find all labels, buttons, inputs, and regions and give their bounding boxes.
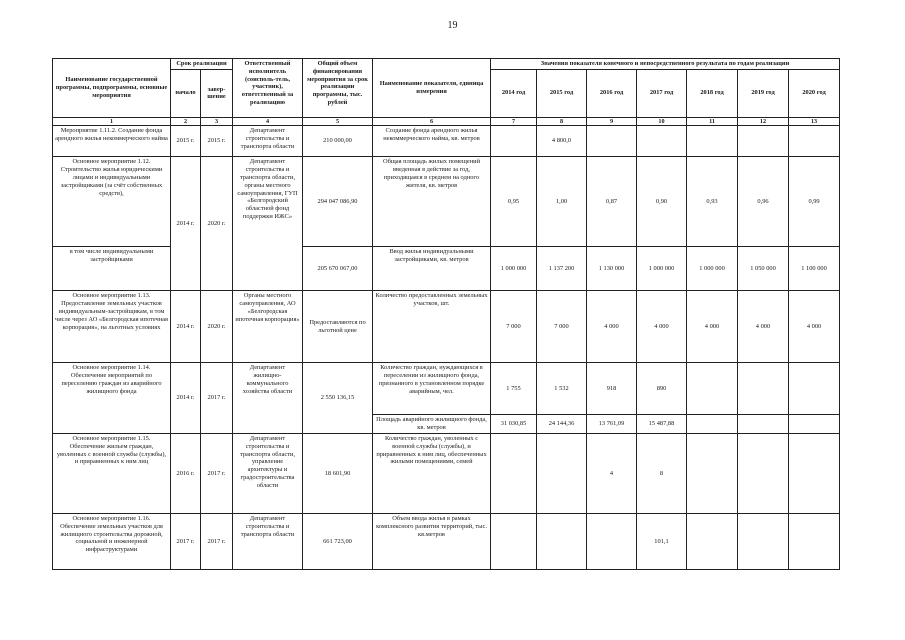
col-number: 4 [233, 117, 303, 126]
program-table [52, 58, 840, 570]
table-row [53, 126, 840, 157]
col-number: 11 [687, 117, 738, 126]
indicator-cell: Ввод жилья индивидуальными застройщиками, кв. метров [373, 247, 491, 291]
program-cell: Мероприятие 1.11.2. Создание фонда арендного жилья некоммерческого найма [53, 126, 171, 157]
value-cell [687, 363, 738, 415]
value-cell: 918 [587, 363, 637, 415]
value-cell: 7 000 [491, 291, 537, 363]
value-cell [789, 514, 840, 570]
indicator-cell: Общая площадь жилых помещений введенная в действие за год, приходящаяся в среднем на одного жителя, кв. метров [373, 157, 491, 247]
value-cell: 1 000 000 [637, 247, 687, 291]
header-end: завер-шение [201, 69, 233, 117]
header-period: Срок реализации [171, 59, 233, 70]
indicator-cell: Количество граждан, уволенных с военной службы (службы), и приравненных к ним лиц, обеспеченных жилыми помещениями, семей [373, 434, 491, 514]
value-cell: 7 000 [537, 291, 587, 363]
value-cell: 0,87 [587, 157, 637, 247]
program-cell: Основное мероприятие 1.13. Предоставление земельных участков индивидуальным-застройщикам, в том числе через АО «Белгородская ипотечная корпорация», на льготных условиях [53, 291, 171, 363]
value-cell: 1 100 000 [789, 247, 840, 291]
end-cell: 2017 г. [201, 514, 233, 570]
value-cell [738, 434, 789, 514]
start-cell: 2014 г. [171, 363, 201, 434]
value-cell: 1 050 000 [738, 247, 789, 291]
header-responsible: Ответственный исполнитель (соисполь-тель, участник), ответственный за реализацию [233, 59, 303, 118]
value-cell [637, 126, 687, 157]
header-year-2019: 2019 год [738, 69, 789, 117]
value-cell [687, 126, 738, 157]
funding-cell: 205 670 067,00 [303, 247, 373, 291]
funding-cell: 210 000,00 [303, 126, 373, 157]
value-cell: 1 532 [537, 363, 587, 415]
value-cell [491, 514, 537, 570]
responsible-cell: Департамент строительства и транспорта области, управление архитектуры и градостроительства области [233, 434, 303, 514]
value-cell [738, 415, 789, 434]
col-number: 6 [373, 117, 491, 126]
program-cell: Основное мероприятие 1.12. Строительство жилья юридическими лицами и индивидуальными застройщиками (за счёт собственных средств), [53, 157, 171, 247]
value-cell [687, 514, 738, 570]
col-number: 5 [303, 117, 373, 126]
value-cell [491, 126, 537, 157]
value-cell: 0,93 [687, 157, 738, 247]
indicator-cell: Объем ввода жилья в рамках комплексного развития территорий, тыс. кв.метров [373, 514, 491, 570]
col-number: 12 [738, 117, 789, 126]
start-cell: 2014 г. [171, 291, 201, 363]
col-number: 2 [171, 117, 201, 126]
header-program: Наименование государственной программы, подпрограммы, основные мероприятия [53, 59, 171, 118]
end-cell: 2017 г. [201, 434, 233, 514]
value-cell [738, 514, 789, 570]
col-number: 9 [587, 117, 637, 126]
value-cell [537, 514, 587, 570]
program-cell: Основное мероприятие 1.14. Обеспечение мероприятий по переселению граждан из аварийного жилищного фонда [53, 363, 171, 434]
table-row [53, 157, 840, 247]
start-cell: 2015 г. [171, 126, 201, 157]
value-cell: 890 [637, 363, 687, 415]
value-cell: 4 800,0 [537, 126, 587, 157]
value-cell: 4 000 [587, 291, 637, 363]
value-cell: 1 137 200 [537, 247, 587, 291]
header-funding: Общий объем финансирования мероприятия за срок реализации программы, тыс. рублей [303, 59, 373, 118]
col-number: 8 [537, 117, 587, 126]
value-cell: 4 000 [738, 291, 789, 363]
value-cell: 31 030,85 [491, 415, 537, 434]
value-cell: 4 000 [637, 291, 687, 363]
value-cell: 1 130 000 [587, 247, 637, 291]
value-cell: 4 [587, 434, 637, 514]
table-row [53, 514, 840, 570]
value-cell: 101,1 [637, 514, 687, 570]
header-indicator: Наименование показателя, единица измерения [373, 59, 491, 118]
value-cell: 0,95 [491, 157, 537, 247]
responsible-cell: Органы местного самоуправления, АО «Белгородская ипотечная корпорация» [233, 291, 303, 363]
page-number: 19 [447, 20, 458, 31]
end-cell: 2015 г. [201, 126, 233, 157]
col-number: 3 [201, 117, 233, 126]
header-year-2017: 2017 год [637, 69, 687, 117]
value-cell: 8 [637, 434, 687, 514]
value-cell [789, 363, 840, 415]
header-year-2018: 2018 год [687, 69, 738, 117]
value-cell [738, 126, 789, 157]
header-year-2014: 2014 год [491, 69, 537, 117]
value-cell: 4 000 [789, 291, 840, 363]
start-cell: 2014 г. [171, 157, 201, 291]
value-cell [491, 434, 537, 514]
start-cell: 2016 г. [171, 434, 201, 514]
value-cell [789, 415, 840, 434]
value-cell [789, 126, 840, 157]
end-cell: 2017 г. [201, 363, 233, 434]
header-year-2016: 2016 год [587, 69, 637, 117]
col-number: 13 [789, 117, 840, 126]
header-year-2020: 2020 год [789, 69, 840, 117]
funding-cell: 18 601,90 [303, 434, 373, 514]
program-cell: в том числе индивидуальными застройщиками [53, 247, 171, 291]
value-cell: 1 755 [491, 363, 537, 415]
value-cell [738, 363, 789, 415]
value-cell [789, 434, 840, 514]
table-row [53, 434, 840, 514]
responsible-cell: Департамент строительства и транспорта области [233, 514, 303, 570]
value-cell [687, 434, 738, 514]
value-cell: 15 487,88 [637, 415, 687, 434]
header-year-2015: 2015 год [537, 69, 587, 117]
indicator-cell: Количество предоставленных земельных участков, шт. [373, 291, 491, 363]
responsible-cell: Департамент строительства и транспорта области [233, 126, 303, 157]
value-cell [587, 126, 637, 157]
end-cell: 2020 г. [201, 291, 233, 363]
table-row [53, 291, 840, 363]
program-cell: Основное мероприятие 1.16. Обеспечение земельных участков для жилищного строительства дорожной, социальной и инженерной инфраструктурами [53, 514, 171, 570]
indicator-cell: Количество граждан, нуждающихся в переселении из жилищного фонда, признанного в установленном порядке аварийным, чел. [373, 363, 491, 415]
value-cell: 24 144,36 [537, 415, 587, 434]
table-row [53, 363, 840, 415]
value-cell: 0,96 [738, 157, 789, 247]
value-cell [537, 434, 587, 514]
responsible-cell: Департамент строительства и транспорта области, органы местного самоуправления, ГУП «Белгородский областной фонд поддержки ИЖС» [233, 157, 303, 291]
program-cell: Основное мероприятие 1.15. Обеспечение жильем граждан, уволенных с военной службы (службы), и приравненных к ним лиц [53, 434, 171, 514]
funding-cell: Предоставляются по льготной цене [303, 291, 373, 363]
funding-cell: 2 550 136,15 [303, 363, 373, 434]
indicator-cell: Создание фонда арендного жилья некоммерческого найма, кв. метров [373, 126, 491, 157]
header-start: начало [171, 69, 201, 117]
value-cell: 0,90 [637, 157, 687, 247]
col-number: 1 [53, 117, 171, 126]
value-cell: 1 000 000 [491, 247, 537, 291]
col-number: 10 [637, 117, 687, 126]
value-cell: 4 000 [687, 291, 738, 363]
start-cell: 2017 г. [171, 514, 201, 570]
value-cell: 1 000 000 [687, 247, 738, 291]
col-number: 7 [491, 117, 537, 126]
value-cell [587, 514, 637, 570]
value-cell: 1,00 [537, 157, 587, 247]
value-cell: 13 761,09 [587, 415, 637, 434]
end-cell: 2020 г. [201, 157, 233, 291]
value-cell: 0,99 [789, 157, 840, 247]
header-values-title: Значения показателя конечного и непосредственного результата по годам реализации [491, 59, 840, 70]
value-cell [687, 415, 738, 434]
funding-cell: 294 047 086,90 [303, 157, 373, 247]
funding-cell: 661 723,00 [303, 514, 373, 570]
indicator-cell: Площадь аварийного жилищного фонда, кв. метров [373, 415, 491, 434]
responsible-cell: Департамент жилищно-коммунального хозяйства области [233, 363, 303, 434]
